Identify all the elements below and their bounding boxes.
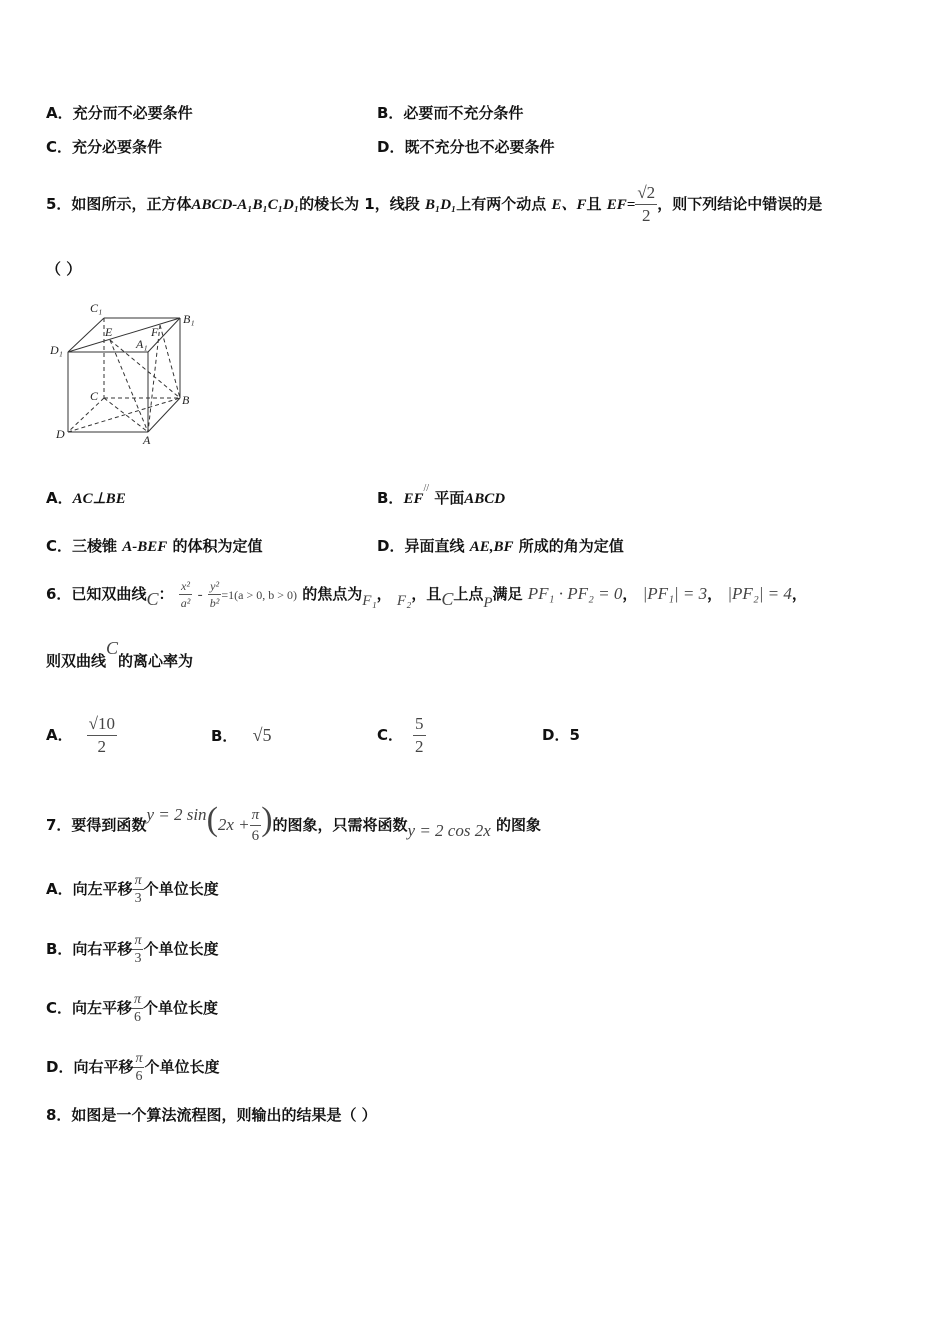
q4-option-a: A．充分而不必要条件 [46,104,193,122]
label-d: D [56,427,65,441]
q5-paren: （ ） [46,260,82,278]
q6-option-a: A． $\frac{√10}{2}$ [46,714,115,756]
y2-fraction: $\frac{\text{y²}}{\text{b²}}$ [209,579,220,610]
q7-option-b: B．向右平移 $\frac{\pi}{3}$ 个单位长度 [46,933,219,966]
q4-option-b: B．必要而不充分条件 [377,104,524,122]
label-c: C [90,389,99,403]
q6-option-d: D．5 [542,726,580,744]
q5-stem: 5．如图所示，正方体ABCD-A₁B₁C₁D₁的棱长为 1，线段 B₁D₁上有两个动点 E、F且 EF= $\frac{√2}{2}$ ，则下列结论中错误的是 [46,183,823,225]
label-a: A [143,433,151,447]
label-d1: D₁ [50,343,63,357]
x2-fraction: $\frac{\text{x²}}{\text{a²}}$ [180,579,191,610]
q8-stem: 8．如图是一个算法流程图，则输出的结果是（ ） [46,1106,377,1124]
label-e: E [105,325,113,339]
label-c1: C₁ [90,301,103,315]
q7-stem: 7．要得到函数y = 2 sin(2x + $\frac{\pi}{6}$ )的图象，只需将函数y = 2 cos 2x 的图象 [46,801,542,844]
q5-option-a: A．AC⊥BE [46,489,126,507]
label-b1: B₁ [183,312,195,326]
label-f: F [151,325,159,339]
cube-figure [50,298,210,450]
label-a1: A₁ [136,337,148,351]
q6-stem: 6．已知双曲线C： $\frac{\text{x²}}{\text{a²}}$ - $\frac{\text{y²}}{\text{b²}}$ =1(a > 0, b > 0) 的焦点为F₁， F₂，且C上点P满足 PF₁ · PF₂ = 0， |PF₁| = 3， |PF₂| = 4， [46,579,807,611]
q5-option-c: C．三棱锥 A-BEF 的体积为定值 [46,537,263,555]
q6-stem-line2: 则双曲线C的离心率为 [46,638,194,670]
q4-option-d: D．既不充分也不必要条件 [377,138,555,156]
label-b: B [182,393,190,407]
ef-fraction: $\frac{√2}{2}$ [637,183,656,225]
q7-option-c: C．向左平移 $\frac{\pi}{6}$ 个单位长度 [46,992,219,1025]
q5-option-b: B．EF// 平面ABCD [377,483,506,507]
q6-option-c: C． $\frac{5}{2}$ [377,714,424,756]
q7-option-a: A．向左平移 $\frac{\pi}{3}$ 个单位长度 [46,873,219,906]
q4-option-c: C．充分必要条件 [46,138,163,156]
q7-option-d: D．向右平移 $\frac{\pi}{6}$ 个单位长度 [46,1051,220,1084]
q6-option-b: B． √5 [211,725,272,745]
q5-option-d: D．异面直线 AE,BF 所成的角为定值 [377,537,624,555]
